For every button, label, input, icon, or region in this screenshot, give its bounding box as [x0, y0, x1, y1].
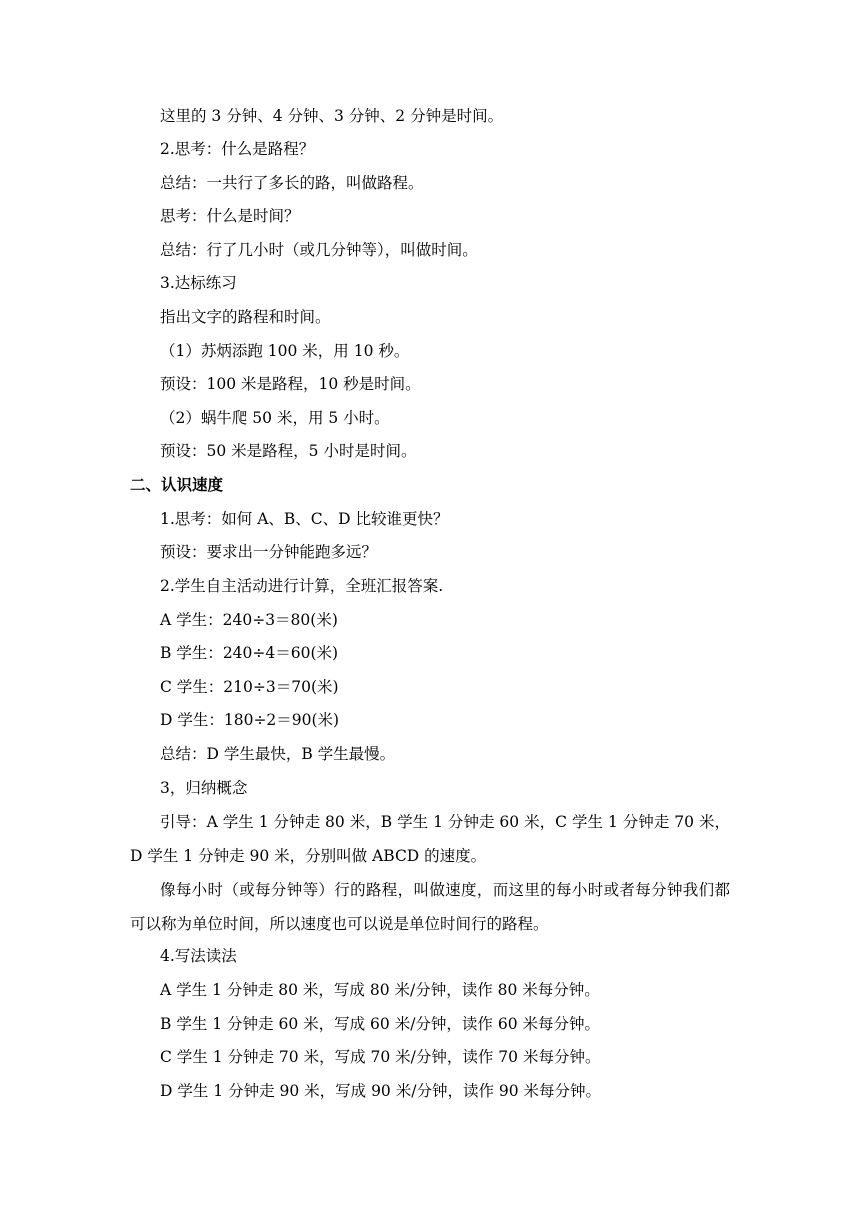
text-line-answer-2: 预设：50 米是路程，5 小时是时间。: [160, 442, 417, 460]
text-line-summary-distance: 总结：一共行了多长的路，叫做路程。: [160, 174, 424, 192]
text-line-student-c: C 学生：210÷3＝70(米): [160, 678, 339, 696]
text-line-exercise-1: （1）苏炳添跑 100 米，用 10 秒。: [160, 342, 410, 360]
text-line-activity: 2.学生自主活动进行计算，全班汇报答案.: [160, 577, 444, 595]
text-line-time-examples: 这里的 3 分钟、4 分钟、3 分钟、2 分钟是时间。: [160, 107, 504, 125]
text-line-think-compare: 1.思考：如何 A、B、C、D 比较谁更快？: [160, 510, 449, 528]
text-line-student-b: B 学生：240÷4＝60(米): [160, 644, 339, 662]
text-line-think-time: 思考：什么是时间？: [160, 207, 300, 225]
text-line-exercise-2: （2）蜗牛爬 50 米，用 5 小时。: [160, 409, 390, 427]
text-line-answer-1: 预设：100 米是路程，10 秒是时间。: [160, 375, 421, 393]
section-heading: 二、认识速度: [130, 475, 224, 494]
text-line-practice-instruction: 指出文字的路程和时间。: [160, 308, 331, 326]
text-line-writing-b: B 学生 1 分钟走 60 米，写成 60 米/分钟，读作 60 米每分钟。: [160, 1015, 600, 1033]
text-line-summary-time: 总结：行了几小时（或几分钟等），叫做时间。: [160, 241, 478, 259]
text-line-think-distance: 2.思考：什么是路程？: [160, 140, 315, 158]
text-line-student-d: D 学生：180÷2＝90(米): [160, 711, 340, 729]
text-line-writing-c: C 学生 1 分钟走 70 米，写成 70 米/分钟，读作 70 米每分钟。: [160, 1048, 601, 1066]
text-line-writing-heading: 4.写法读法: [160, 947, 237, 965]
text-line-practice-heading: 3.达标练习: [160, 274, 237, 292]
text-line-preset-compare: 预设：要求出一分钟能跑多远？: [160, 543, 378, 561]
text-line-summary-speed: 总结：D 学生最快，B 学生最慢。: [160, 745, 396, 763]
text-line-student-a: A 学生：240÷3＝80(米): [160, 611, 338, 629]
paragraph-speed-definition: 像每小时（或每分钟等）行的路程，叫做速度，而这里的每小时或者每分钟我们都可以称为单位时间，所以速度也可以说是单位时间行的路程。: [130, 881, 730, 933]
text-line-writing-a: A 学生 1 分钟走 80 米，写成 80 米/分钟，读作 80 米每分钟。: [160, 981, 600, 999]
paragraph-guide: 引导：A 学生 1 分钟走 80 米，B 学生 1 分钟走 60 米，C 学生 1 分钟走 70 米，D 学生 1 分钟走 90 米，分别叫做 ABCD 的速度。: [130, 813, 730, 865]
text-line-writing-d: D 学生 1 分钟走 90 米，写成 90 米/分钟，读作 90 米每分钟。: [160, 1082, 602, 1100]
text-line-concept-heading: 3，归纳概念: [160, 779, 248, 797]
